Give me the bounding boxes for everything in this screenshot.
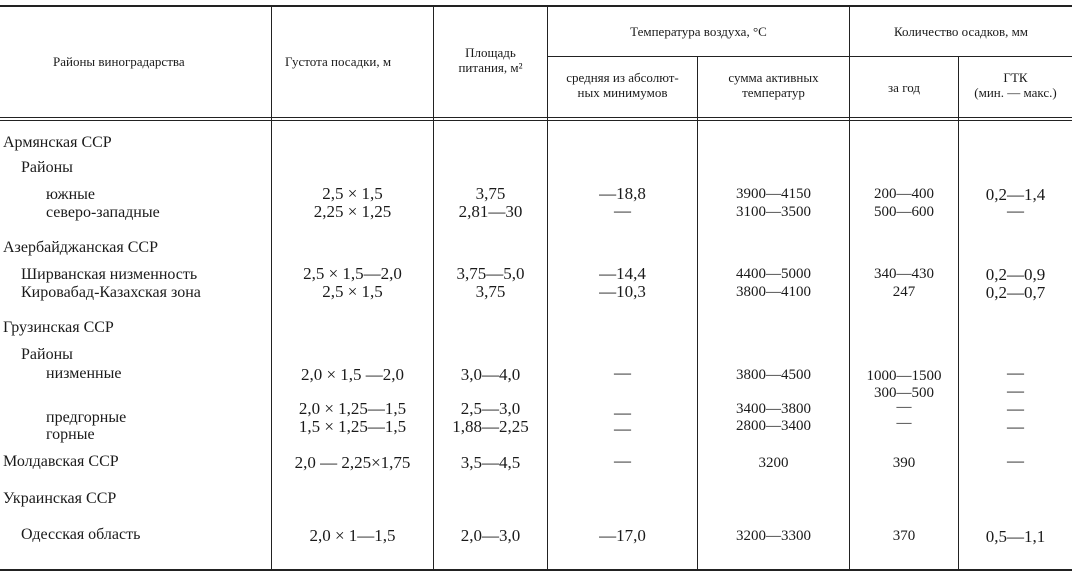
year-lowland: 1000—1500 xyxy=(866,368,942,384)
header-temp-sum xyxy=(698,70,849,100)
tmin-moldova: — xyxy=(614,451,631,470)
header-bottom-rule xyxy=(0,117,1072,118)
tmin-shirvan: —14,4 xyxy=(599,264,646,283)
row-label-georgia: Грузинская ССР xyxy=(3,319,114,336)
header-temp-min-line-2: ных минимумов xyxy=(577,85,668,100)
tmin-mountain: — xyxy=(614,419,631,438)
row-label-foothill: предгорные xyxy=(46,409,127,426)
row-label-kirovabad: Кировабад-Казахская зона xyxy=(21,284,201,301)
header-temp-group: Температура воздуха, °С xyxy=(630,24,767,39)
col-divider-6 xyxy=(958,57,959,569)
tmin-northwest: — xyxy=(614,201,631,220)
year-shirvan: 340—430 xyxy=(874,266,934,282)
tsum-odessa: 3200—3300 xyxy=(736,528,811,544)
row-label-lowland: низменные xyxy=(46,365,122,382)
header-temp-sum-line-2: температур xyxy=(742,85,805,100)
gtk-kirovabad: 0,2—0,7 xyxy=(985,283,1046,302)
temp-subheader-rule xyxy=(547,56,1072,57)
gtk-shirvan: 0,2—0,9 xyxy=(985,265,1046,284)
tmin-lowland: — xyxy=(614,363,631,382)
density-kirovabad: 2,5 × 1,5 xyxy=(322,282,383,301)
gtk-lowland: — xyxy=(1007,363,1024,382)
row-label-mountain: горные xyxy=(46,426,95,443)
header-area-line-1: Площадь xyxy=(465,45,516,60)
year-foothill: — xyxy=(896,399,912,415)
header-precip-year: за год xyxy=(888,80,920,95)
row-label-ukraine: Украинская ССР xyxy=(3,490,117,507)
density-shirvan: 2,5 × 1,5—2,0 xyxy=(303,264,402,283)
year-moldova: 390 xyxy=(892,455,916,471)
header-precip-group: Количество осадков, мм xyxy=(893,24,1029,39)
density-foothill: 2,0 × 1,25—1,5 xyxy=(298,399,407,418)
area-northwest: 2,81—30 xyxy=(458,202,523,221)
tmin-foothill: — xyxy=(614,403,631,422)
year-mountain: — xyxy=(896,415,912,431)
density-northwest: 2,25 × 1,25 xyxy=(313,202,392,221)
tsum-shirvan: 4400—5000 xyxy=(736,266,811,282)
tsum-foothill: 3400—3800 xyxy=(736,401,811,417)
table-bottom-rule xyxy=(0,569,1072,571)
area-moldova: 3,5—4,5 xyxy=(460,453,521,472)
area-mountain: 1,88—2,25 xyxy=(452,417,529,436)
header-bottom-rule-2 xyxy=(0,120,1072,121)
header-gtk-line-1: ГТК xyxy=(1003,70,1028,85)
gtk-south: 0,2—1,4 xyxy=(985,185,1046,204)
row-label-moldova: Молдавская ССР xyxy=(3,453,119,470)
area-foothill: 2,5—3,0 xyxy=(460,399,521,418)
header-temp-min xyxy=(548,70,697,100)
density-mountain: 1,5 × 1,25—1,5 xyxy=(298,417,407,436)
gtk-northwest: — xyxy=(1007,201,1024,220)
row-label-georgia-regions: Районы xyxy=(21,346,73,363)
row-label-armenia-south: южные xyxy=(46,186,96,203)
table-top-rule xyxy=(0,5,1072,7)
gtk-mountain: — xyxy=(1007,417,1024,436)
header-temp-sum-line-1: сумма активных xyxy=(728,70,819,85)
row-label-shirvan: Ширванская низменность xyxy=(21,266,198,283)
year-south: 200—400 xyxy=(874,186,934,202)
year-kirovabad: 247 xyxy=(892,284,916,300)
year-lowland-2: 300—500 xyxy=(874,385,934,401)
density-south: 2,5 × 1,5 xyxy=(322,184,383,203)
col-divider-4 xyxy=(697,57,698,569)
area-lowland: 3,0—4,0 xyxy=(460,365,521,384)
area-odessa: 2,0—3,0 xyxy=(460,526,521,545)
area-shirvan: 3,75—5,0 xyxy=(456,264,525,283)
tsum-moldova: 3200 xyxy=(758,455,789,471)
tsum-mountain: 2800—3400 xyxy=(736,418,811,434)
row-label-azerbaijan: Азербайджанская ССР xyxy=(3,239,158,256)
area-kirovabad: 3,75 xyxy=(475,282,506,301)
tsum-kirovabad: 3800—4100 xyxy=(736,284,811,300)
gtk-odessa: 0,5—1,1 xyxy=(985,527,1046,546)
header-gtk xyxy=(959,70,1072,100)
year-northwest: 500—600 xyxy=(874,204,934,220)
header-gtk-line-2: (мин. — макс.) xyxy=(974,85,1057,100)
gtk-moldova: — xyxy=(1007,451,1024,470)
row-label-armenia: Армянская ССР xyxy=(3,134,112,151)
gtk-foothill: — xyxy=(1007,399,1024,418)
area-south: 3,75 xyxy=(475,184,506,203)
density-moldova: 2,0 — 2,25×1,75 xyxy=(294,453,411,472)
row-label-armenia-northwest: северо-западные xyxy=(46,204,160,221)
header-regions: Районы виноградарства xyxy=(53,54,185,69)
header-area-line-2: питания, м² xyxy=(458,60,523,75)
header-area xyxy=(434,45,547,75)
header-density: Густота посадки, м xyxy=(285,54,392,69)
density-lowland: 2,0 × 1,5 —2,0 xyxy=(300,365,405,384)
row-label-armenia-regions: Районы xyxy=(21,159,73,176)
row-label-odessa: Одесская область xyxy=(21,526,141,543)
tmin-odessa: —17,0 xyxy=(599,526,646,545)
tsum-lowland: 3800—4500 xyxy=(736,367,811,383)
tsum-northwest: 3100—3500 xyxy=(736,204,811,220)
year-odessa: 370 xyxy=(892,528,916,544)
header-temp-min-line-1: средняя из абсолют- xyxy=(566,70,679,85)
tmin-south: —18,8 xyxy=(599,184,646,203)
density-odessa: 2,0 × 1—1,5 xyxy=(309,526,396,545)
tmin-kirovabad: —10,3 xyxy=(599,282,646,301)
gtk-lowland-2: — xyxy=(1007,381,1024,400)
tsum-south: 3900—4150 xyxy=(736,186,811,202)
